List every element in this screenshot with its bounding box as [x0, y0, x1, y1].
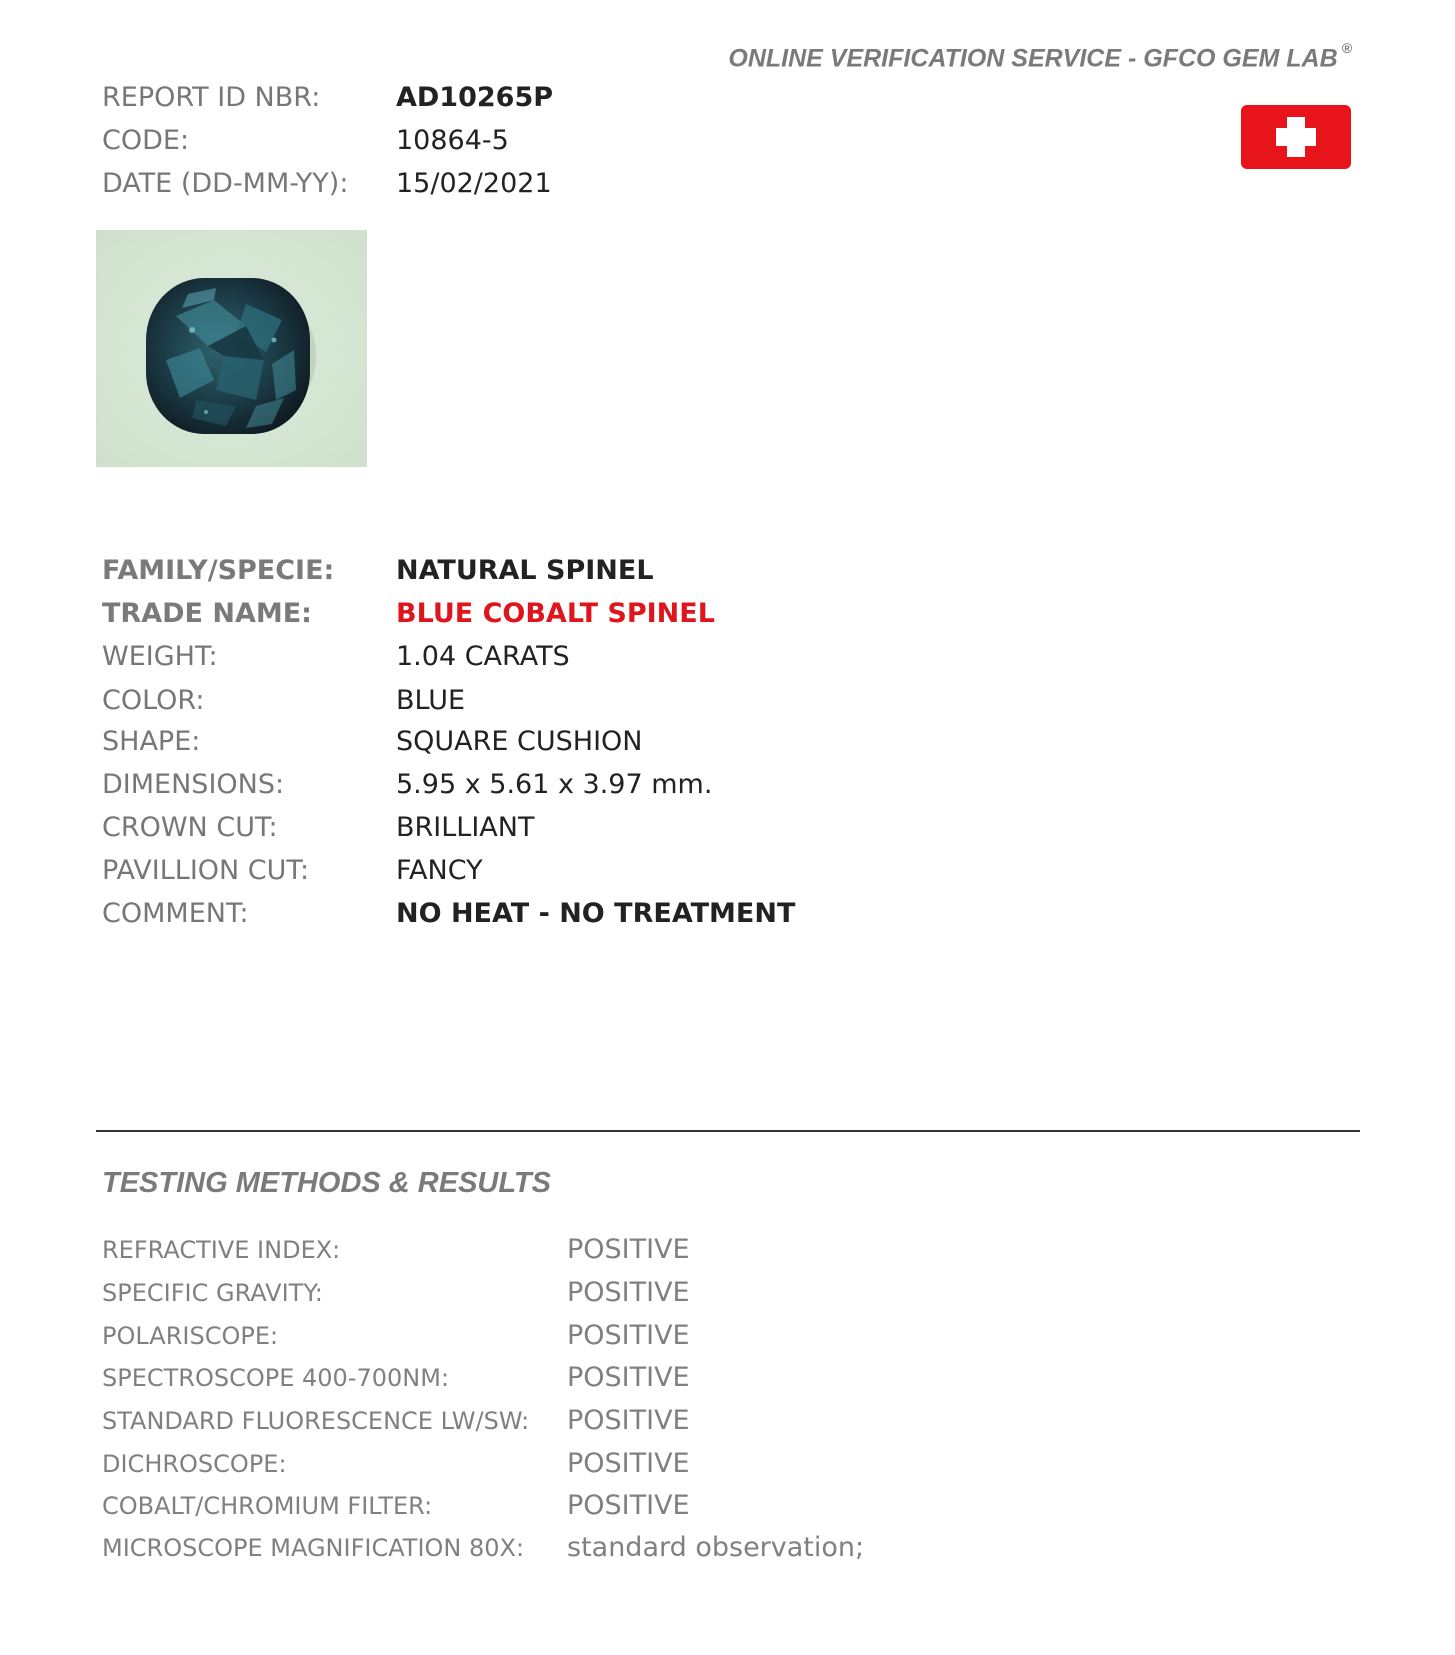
test-label: SPECIFIC GRAVITY:	[102, 1279, 323, 1307]
test-label: COBALT/CHROMIUM FILTER:	[102, 1492, 433, 1520]
dimensions-label: DIMENSIONS:	[102, 769, 285, 800]
date-value: 15/02/2021	[396, 168, 552, 199]
testing-title: TESTING METHODS & RESULTS	[102, 1167, 551, 1199]
weight-value: 1.04 CARATS	[396, 641, 570, 672]
report-id-label: REPORT ID NBR:	[102, 82, 321, 113]
shape-value: SQUARE CUSHION	[396, 726, 643, 757]
code-label: CODE:	[102, 125, 190, 156]
code-value: 10864-5	[396, 125, 509, 156]
comment-label: COMMENT:	[102, 898, 249, 929]
test-value: standard observation;	[567, 1532, 865, 1563]
test-label: POLARISCOPE:	[102, 1322, 279, 1350]
service-title-text: ONLINE VERIFICATION SERVICE - GFCO GEM LAB	[728, 44, 1338, 73]
test-label: SPECTROSCOPE 400-700NM:	[102, 1364, 450, 1392]
test-value: POSITIVE	[567, 1362, 690, 1393]
spinel-gem-image	[96, 230, 367, 467]
comment-value: NO HEAT - NO TREATMENT	[396, 898, 796, 929]
family-label: FAMILY/SPECIE:	[102, 555, 335, 586]
test-label: STANDARD FLUORESCENCE LW/SW:	[102, 1407, 530, 1435]
shape-label: SHAPE:	[102, 726, 201, 757]
color-value: BLUE	[396, 685, 466, 716]
test-label: REFRACTIVE INDEX:	[102, 1236, 341, 1264]
test-value: POSITIVE	[567, 1405, 690, 1436]
gem-photo	[96, 230, 367, 467]
test-label: MICROSCOPE MAGNIFICATION 80X:	[102, 1534, 525, 1562]
crown-cut-value: BRILLIANT	[396, 812, 535, 843]
test-value: POSITIVE	[567, 1320, 690, 1351]
flag-cross-horizontal	[1276, 128, 1316, 146]
test-value: POSITIVE	[567, 1277, 690, 1308]
family-value: NATURAL SPINEL	[396, 555, 654, 586]
registered-mark: ®	[1341, 40, 1352, 56]
color-label: COLOR:	[102, 685, 205, 716]
trade-name-value: BLUE COBALT SPINEL	[396, 598, 715, 629]
service-title	[700, 40, 1352, 73]
test-value: POSITIVE	[567, 1234, 690, 1265]
pavillion-cut-label: PAVILLION CUT:	[102, 855, 310, 886]
report-id-value: AD10265P	[396, 82, 554, 113]
test-value: POSITIVE	[567, 1448, 690, 1479]
test-label: DICHROSCOPE:	[102, 1450, 287, 1478]
trade-name-label: TRADE NAME:	[102, 598, 312, 629]
date-label: DATE (DD-MM-YY):	[102, 168, 349, 199]
section-divider	[96, 1130, 1360, 1132]
dimensions-value: 5.95 x 5.61 x 3.97 mm.	[396, 769, 713, 800]
crown-cut-label: CROWN CUT:	[102, 812, 278, 843]
pavillion-cut-value: FANCY	[396, 855, 483, 886]
test-value: POSITIVE	[567, 1490, 690, 1521]
swiss-flag-icon	[1241, 105, 1351, 169]
weight-label: WEIGHT:	[102, 641, 218, 672]
